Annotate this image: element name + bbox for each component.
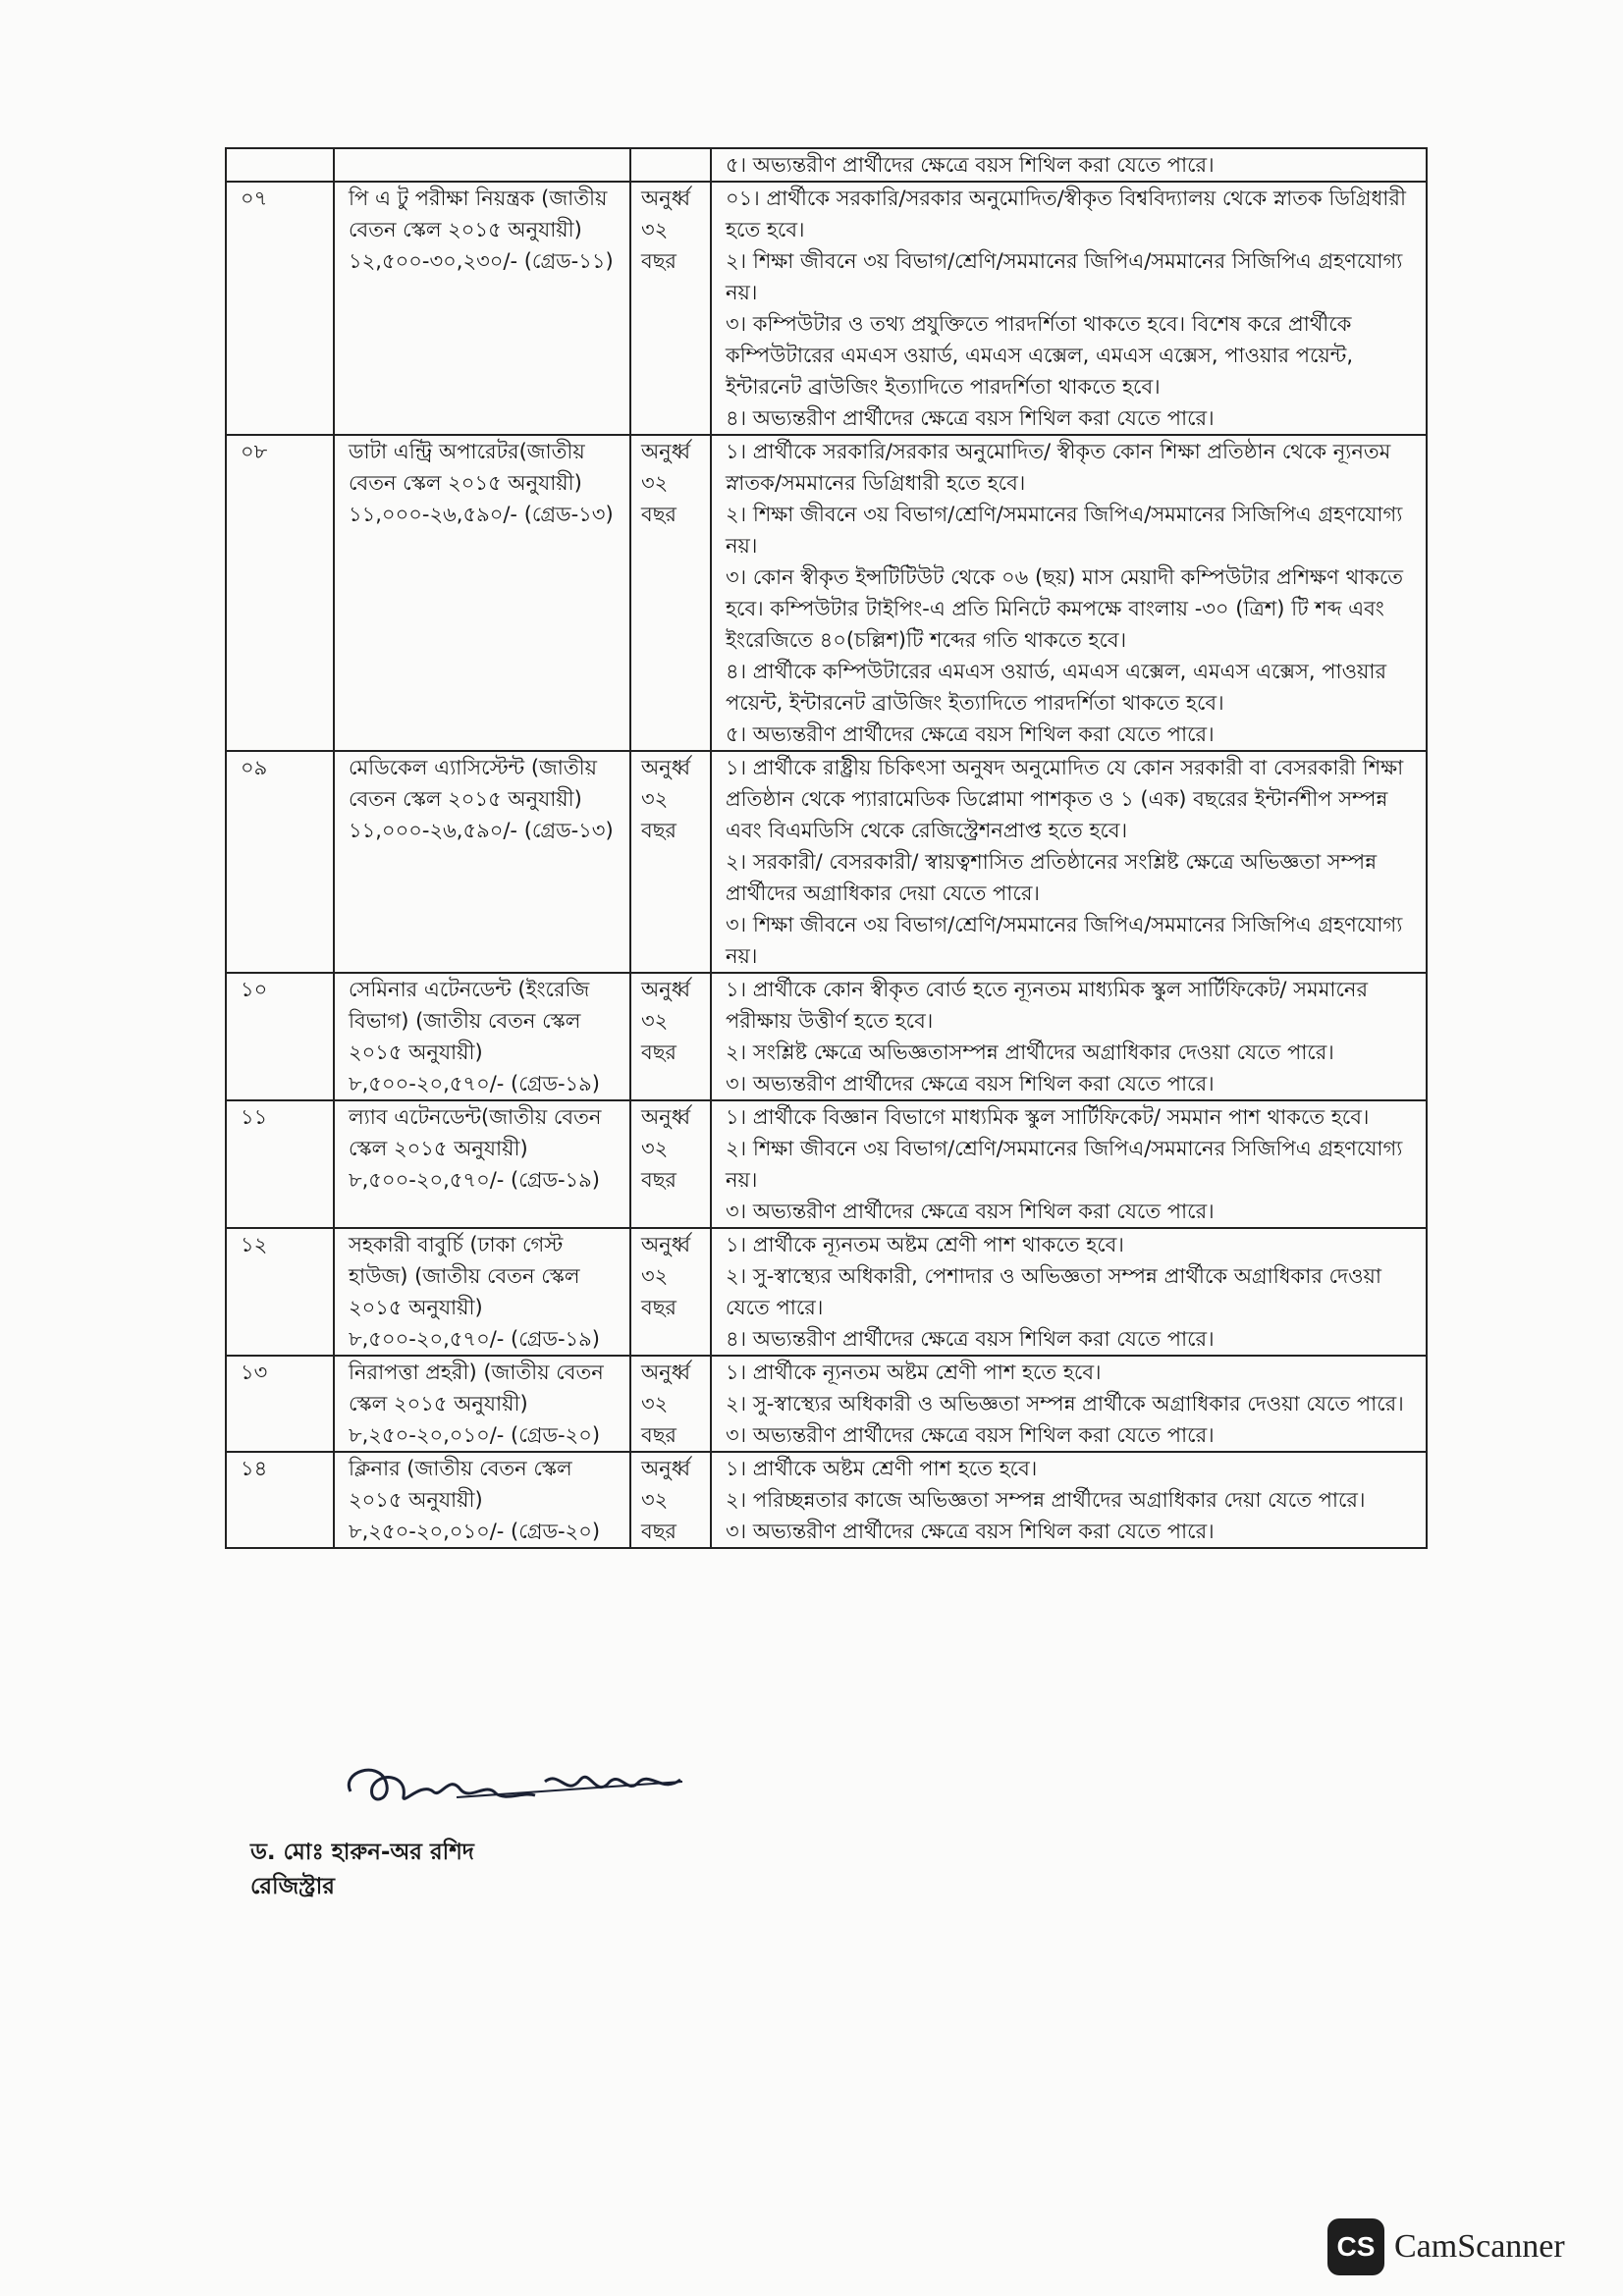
serial-cell: ১২ bbox=[226, 1228, 334, 1356]
requirement-text: ৫। অভ্যন্তরীণ প্রার্থীদের ক্ষেত্রে বয়স শিথিল করা যেতে পারে। bbox=[711, 148, 1427, 182]
post-cell: সেমিনার এটেনডেন্ট (ইংরেজি বিভাগ) (জাতীয় বেতন স্কেল ২০১৫ অনুযায়ী) ৮,৫০০-২০,৫৭০/- (গ্রেড-১৯) bbox=[334, 973, 630, 1100]
table-row bbox=[226, 435, 1427, 751]
requirement-item: ১। প্রার্থীকে ন্যূনতম অষ্টম শ্রেণী পাশ হতে হবে। bbox=[726, 1361, 1102, 1384]
age-cell: অনুর্ধ্ব ৩২ বছর bbox=[630, 1452, 711, 1548]
camscanner-icon: CS bbox=[1327, 2218, 1384, 2275]
requirement-item: ২। শিক্ষা জীবনে ৩য় বিভাগ/শ্রেণি/সমমানের জিপিএ/সমমানের সিজিপিএ গ্রহণযোগ্য নয়। bbox=[726, 249, 1403, 304]
camscanner-watermark bbox=[1327, 2218, 1565, 2275]
requirements-cell bbox=[711, 1228, 1427, 1356]
requirement-item: ১। প্রার্থীকে রাষ্ট্রীয় চিকিৎসা অনুষদ অনুমোদিত যে কোন সরকারী বা বেসরকারী শিক্ষা প্রতিষ্ঠান থেকে প্যারামেডিক ডিপ্লোমা পাশকৃত ও ১ (এক) বছরের ইন্টার্নশীপ সম্পন্ন এবং বিএমডিসি থেকে রেজিস্ট্রেশনপ্রাপ্ত হতে হবে। bbox=[726, 756, 1404, 842]
requirement-item: ১। প্রার্থীকে ন্যূনতম অষ্টম শ্রেণী পাশ থাকতে হবে। bbox=[726, 1233, 1124, 1256]
table-row bbox=[226, 1356, 1427, 1452]
table-row-continuation bbox=[226, 148, 1427, 182]
requirement-item: ২। সংশ্লিষ্ট ক্ষেত্রে অভিজ্ঞতাসম্পন্ন প্রার্থীদের অগ্রাধিকার দেওয়া যেতে পারে। bbox=[726, 1041, 1334, 1064]
requirement-item: ২। সরকারী/ বেসরকারী/ স্বায়ত্বশাসিত প্রতিষ্ঠানের সংশ্লিষ্ট ক্ষেত্রে অভিজ্ঞতা সম্পন্ন প্রার্থীদের অগ্রাধিকার দেয়া যেতে পারে। bbox=[726, 850, 1378, 905]
camscanner-label: CamScanner bbox=[1394, 2228, 1565, 2265]
requirement-item: ৩। অভ্যন্তরীণ প্রার্থীদের ক্ষেত্রে বয়স শিথিল করা যেতে পারে। bbox=[726, 1520, 1215, 1543]
age-cell: অনুর্ধ্ব ৩২ বছর bbox=[630, 1356, 711, 1452]
post-cell: পি এ টু পরীক্ষা নিয়ন্ত্রক (জাতীয় বেতন স্কেল ২০১৫ অনুযায়ী) ১২,৫০০-৩০,২৩০/- (গ্রেড-১১) bbox=[334, 182, 630, 435]
table-row bbox=[226, 1452, 1427, 1548]
requirements-cell bbox=[711, 751, 1427, 973]
requirement-item: ৩। কোন স্বীকৃত ইন্সটিটিউট থেকে ০৬ (ছয়) মাস মেয়াদী কম্পিউটার প্রশিক্ষণ থাকতে হবে। কম্পিউটার টাইপিং-এ প্রতি মিনিটে কমপক্ষে বাংলায় -৩০ (ত্রিশ) টি শব্দ এবং ইংরেজিতে ৪০(চল্লিশ)টি শব্দের গতি থাকতে হবে। bbox=[726, 565, 1404, 652]
requirement-item: ২। শিক্ষা জীবনে ৩য় বিভাগ/শ্রেণি/সমমানের জিপিএ/সমমানের সিজিপিএ গ্রহণযোগ্য নয়। bbox=[726, 503, 1403, 558]
requirements-cell bbox=[711, 1100, 1427, 1228]
post-cell: ডাটা এন্ট্রি অপারেটর(জাতীয় বেতন স্কেল ২০১৫ অনুযায়ী) ১১,০০০-২৬,৫৯০/- (গ্রেড-১৩) bbox=[334, 435, 630, 751]
requirement-item: ২। শিক্ষা জীবনে ৩য় বিভাগ/শ্রেণি/সমমানের জিপিএ/সমমানের সিজিপিএ গ্রহণযোগ্য নয়। bbox=[726, 1137, 1403, 1192]
table-row bbox=[226, 973, 1427, 1100]
requirement-item: ২। পরিচ্ছন্নতার কাজে অভিজ্ঞতা সম্পন্ন প্রার্থীদের অগ্রাধিকার দেয়া যেতে পারে। bbox=[726, 1488, 1366, 1512]
age-cell: অনুর্ধ্ব ৩২ বছর bbox=[630, 182, 711, 435]
requirement-item: ৪। প্রার্থীকে কম্পিউটারের এমএস ওয়ার্ড, এমএস এক্সেল, এমএস এক্সেস, পাওয়ার পয়েন্ট, ইন্টারনেট ব্রাউজিং ইত্যাদিতে পারদর্শিতা থাকতে হবে। bbox=[726, 660, 1387, 715]
requirement-item: ২। সু-স্বাস্থ্যের অধিকারী, পেশাদার ও অভিজ্ঞতা সম্পন্ন প্রার্থীকে অগ্রাধিকার দেওয়া যেতে পারে। bbox=[726, 1264, 1382, 1319]
requirement-item: ১। প্রার্থীকে বিজ্ঞান বিভাগে মাধ্যমিক স্কুল সার্টিফিকেট/ সমমান পাশ থাকতে হবে। bbox=[726, 1105, 1370, 1129]
requirement-item: ৫। অভ্যন্তরীণ প্রার্থীদের ক্ষেত্রে বয়স শিথিল করা যেতে পারে। bbox=[726, 722, 1215, 746]
age-cell: অনুর্ধ্ব ৩২ বছর bbox=[630, 751, 711, 973]
post-cell: মেডিকেল এ্যাসিস্টেন্ট (জাতীয় বেতন স্কেল ২০১৫ অনুযায়ী) ১১,০০০-২৬,৫৯০/- (গ্রেড-১৩) bbox=[334, 751, 630, 973]
serial-cell: ০৯ bbox=[226, 751, 334, 973]
requirement-item: ৪। অভ্যন্তরীণ প্রার্থীদের ক্ষেত্রে বয়স শিথিল করা যেতে পারে। bbox=[726, 1327, 1215, 1351]
table-row bbox=[226, 751, 1427, 973]
requirement-item: ৩। অভ্যন্তরীণ প্রার্থীদের ক্ষেত্রে বয়স শিথিল করা যেতে পারে। bbox=[726, 1200, 1215, 1223]
requirement-item: ৩। কম্পিউটার ও তথ্য প্রযুক্তিতে পারদর্শিতা থাকতে হবে। বিশেষ করে প্রার্থীকে কম্পিউটারের এমএস ওয়ার্ড, এমএস এক্সেল, এমএস এক্সেস, পাওয়ার পয়েন্ট, ইন্টারনেট ব্রাউজিং ইত্যাদিতে পারদর্শিতা থাকতে হবে। bbox=[726, 312, 1353, 399]
requirements-cell bbox=[711, 973, 1427, 1100]
signer-title: রেজিস্ট্রার bbox=[250, 1874, 335, 1899]
table-row bbox=[226, 1100, 1427, 1228]
serial-cell: ০৮ bbox=[226, 435, 334, 751]
serial-cell: ০৭ bbox=[226, 182, 334, 435]
requirement-item: ৩। অভ্যন্তরীণ প্রার্থীদের ক্ষেত্রে বয়স শিথিল করা যেতে পারে। bbox=[726, 1423, 1215, 1447]
requirement-item: ৪। অভ্যন্তরীণ প্রার্থীদের ক্ষেত্রে বয়স শিথিল করা যেতে পারে। bbox=[726, 406, 1215, 430]
job-requirements-table bbox=[225, 147, 1428, 1549]
requirement-item: ১। প্রার্থীকে অষ্টম শ্রেণী পাশ হতে হবে। bbox=[726, 1457, 1038, 1480]
signer-name: ড. মোঃ হারুন-অর রশিদ bbox=[250, 1840, 474, 1865]
post-cell: ক্লিনার (জাতীয় বেতন স্কেল ২০১৫ অনুযায়ী) ৮,২৫০-২০,০১০/- (গ্রেড-২০) bbox=[334, 1452, 630, 1548]
requirement-item: ০১। প্রার্থীকে সরকারি/সরকার অনুমোদিত/স্বীকৃত বিশ্ববিদ্যালয় থেকে স্নাতক ডিগ্রিধারী হতে হবে। bbox=[726, 187, 1406, 241]
age-cell: অনুর্ধ্ব ৩২ বছর bbox=[630, 1228, 711, 1356]
notice-table-container bbox=[225, 147, 1428, 1549]
age-cell: অনুর্ধ্ব ৩২ বছর bbox=[630, 1100, 711, 1228]
requirement-item: ১। প্রার্থীকে কোন স্বীকৃত বোর্ড হতে ন্যূনতম মাধ্যমিক স্কুল সার্টিফিকেট/ সমমানের পরীক্ষায় উত্তীর্ণ হতে হবে। bbox=[726, 978, 1368, 1033]
serial-cell: ১৪ bbox=[226, 1452, 334, 1548]
post-cell: সহকারী বাবুর্চি (ঢাকা গেস্ট হাউজ) (জাতীয় বেতন স্কেল ২০১৫ অনুযায়ী) ৮,৫০০-২০,৫৭০/- (গ্রেড-১৯) bbox=[334, 1228, 630, 1356]
age-cell: অনুর্ধ্ব ৩২ বছর bbox=[630, 973, 711, 1100]
requirement-item: ২। সু-স্বাস্থ্যের অধিকারী ও অভিজ্ঞতা সম্পন্ন প্রার্থীকে অগ্রাধিকার দেওয়া যেতে পারে। bbox=[726, 1392, 1404, 1415]
requirements-cell bbox=[711, 182, 1427, 435]
post-cell: ল্যাব এটেনডেন্ট(জাতীয় বেতন স্কেল ২০১৫ অনুযায়ী) ৮,৫০০-২০,৫৭০/- (গ্রেড-১৯) bbox=[334, 1100, 630, 1228]
table-row bbox=[226, 182, 1427, 435]
post-cell: নিরাপত্তা প্রহরী) (জাতীয় বেতন স্কেল ২০১৫ অনুযায়ী) ৮,২৫০-২০,০১০/- (গ্রেড-২০) bbox=[334, 1356, 630, 1452]
serial-cell: ১৩ bbox=[226, 1356, 334, 1452]
age-cell: অনুর্ধ্ব ৩২ বছর bbox=[630, 435, 711, 751]
serial-cell: ১১ bbox=[226, 1100, 334, 1228]
table-row bbox=[226, 1228, 1427, 1356]
signature-image bbox=[339, 1752, 692, 1821]
requirements-cell bbox=[711, 1452, 1427, 1548]
serial-cell: ১০ bbox=[226, 973, 334, 1100]
requirements-cell bbox=[711, 1356, 1427, 1452]
requirement-item: ৩। অভ্যন্তরীণ প্রার্থীদের ক্ষেত্রে বয়স শিথিল করা যেতে পারে। bbox=[726, 1072, 1215, 1095]
requirements-cell bbox=[711, 435, 1427, 751]
requirement-item: ১। প্রার্থীকে সরকারি/সরকার অনুমোদিত/ স্বীকৃত কোন শিক্ষা প্রতিষ্ঠান থেকে ন্যূনতম স্নাতক/সমমানের ডিগ্রিধারী হতে হবে। bbox=[726, 440, 1391, 495]
requirement-item: ৩। শিক্ষা জীবনে ৩য় বিভাগ/শ্রেণি/সমমানের জিপিএ/সমমানের সিজিপিএ গ্রহণযোগ্য নয়। bbox=[726, 913, 1403, 968]
